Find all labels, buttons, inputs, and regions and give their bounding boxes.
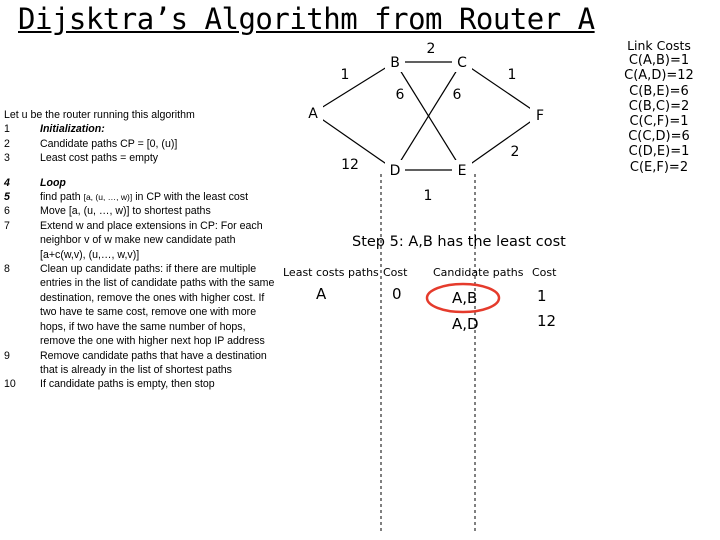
- node-c: [452, 52, 472, 72]
- line-text-small: [a, (u, …, w)]: [83, 192, 133, 203]
- link-cost-item: C(B,C)=2: [628, 98, 690, 114]
- edge-label-a-b: 1: [340, 67, 350, 83]
- link-cost-item: C(A,D)=12: [624, 68, 694, 84]
- node-label: A: [308, 106, 318, 122]
- line-text: Clean up candidate paths: if there are multiple entries in the list of candidate paths with the same destination, remove the ones with higher cost. If two have te same cost, remove one with more hops, if two have the same number of hops, remove the one with higher next hop IP address: [40, 263, 275, 348]
- edge-label-b-e: 6: [395, 87, 405, 103]
- line-number: 8: [4, 263, 10, 276]
- edge-label-e-f: 2: [510, 144, 520, 160]
- line-text: Remove candidate paths that have a destination that is already in the list of shortest paths: [40, 349, 267, 376]
- edge-label-c-d: 6: [452, 87, 462, 103]
- node-a: [303, 103, 323, 123]
- line-text: Loop: [40, 176, 66, 189]
- line-number: 7: [4, 219, 10, 232]
- edge-label-b-c: 2: [426, 41, 436, 57]
- node-label: F: [535, 108, 545, 124]
- node-d: [385, 160, 405, 180]
- node-b: [385, 52, 405, 72]
- edge-label-c-f: 1: [507, 67, 517, 83]
- cost-header: Cost: [532, 266, 557, 279]
- node-label: E: [457, 163, 467, 179]
- line-text: Initialization:: [40, 123, 105, 136]
- node-label: B: [390, 55, 400, 71]
- line-number: 9: [4, 349, 10, 362]
- line-number: 10: [4, 378, 16, 391]
- line-number: 3: [4, 152, 10, 165]
- line-text: Candidate paths CP = [0, (u)]: [40, 137, 178, 150]
- line-number: 2: [4, 137, 10, 150]
- least-path-cell: A: [316, 285, 327, 303]
- link-costs-header: Link Costs: [627, 38, 691, 53]
- link-cost-item: C(C,D)=6: [628, 129, 690, 145]
- line-text-part: find path: [40, 191, 84, 204]
- least-costs-header: Least costs paths: [283, 266, 379, 279]
- line-number: 5: [4, 191, 10, 204]
- line-number: 6: [4, 205, 10, 218]
- link-cost-item: C(D,E)=1: [628, 144, 690, 160]
- algorithm-intro: Let u be the router running this algorithm: [4, 109, 195, 121]
- node-f: [530, 105, 550, 125]
- page-title: Dijsktra’s Algorithm from Router A: [18, 2, 595, 36]
- edge-e-f: [462, 115, 540, 170]
- least-cost-cell: 0: [392, 285, 402, 303]
- edge-c-f: [462, 62, 540, 115]
- candidate-path-cell: A,B: [452, 289, 478, 307]
- node-label: D: [389, 163, 401, 179]
- candidate-cost-cell: 1: [537, 287, 547, 305]
- edge-a-b: [313, 62, 395, 113]
- candidate-paths-header: Candidate paths: [433, 266, 524, 279]
- link-cost-item: C(E,F)=2: [629, 159, 689, 175]
- candidate-cost-cell: 12: [537, 312, 557, 330]
- line-text: Least cost paths = empty: [40, 152, 159, 165]
- link-cost-item: C(A,B)=1: [628, 53, 690, 69]
- step-caption: Step 5: A,B has the least cost: [352, 234, 566, 250]
- candidate-path-cell: A,D: [452, 315, 479, 333]
- edge-label-a-d: 12: [341, 157, 359, 173]
- line-number: 1: [4, 123, 10, 136]
- line-text: Move [a, (u, …, w)] to shortest paths: [40, 205, 211, 218]
- line-text: Extend w and place extensions in CP: For each neighbor v of w make new candidate path [a+c(w,v), (u,…, w,v)]: [40, 219, 263, 261]
- node-label: C: [457, 55, 467, 71]
- cost-header: Cost: [383, 266, 408, 279]
- line-text-part: in CP with the least cost: [132, 191, 249, 204]
- line-number: 4: [4, 176, 10, 189]
- line-text: If candidate paths is empty, then stop: [40, 378, 215, 391]
- link-cost-item: C(B,E)=6: [629, 83, 689, 99]
- node-e: [452, 160, 472, 180]
- edge-label-d-e: 1: [423, 188, 433, 204]
- link-cost-item: C(C,F)=1: [629, 114, 689, 130]
